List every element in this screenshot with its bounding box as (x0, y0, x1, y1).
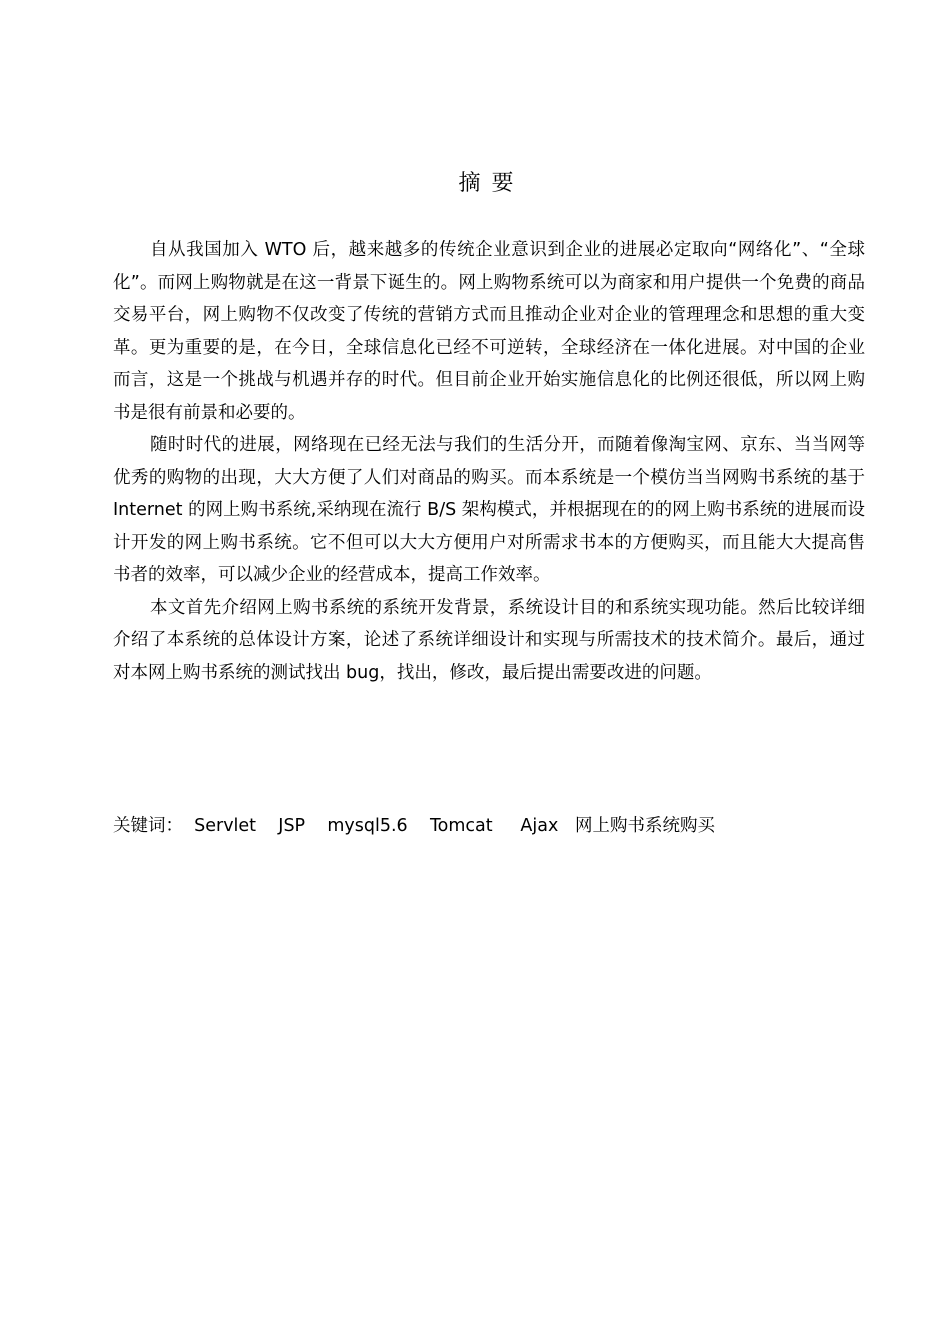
abstract-body (113, 234, 865, 689)
keywords-line: 关键词： Servlet JSP mysql5.6 Tomcat Ajax 网上购书系统购买 (113, 816, 716, 836)
abstract-paragraph-2: 随时时代的进展，网络现在已经无法与我们的生活分开，而随着像淘宝网、京东、当当网等优秀的购物的出现，大大方便了人们对商品的购买。而本系统是一个模仿当当网购书系统的基于 Internet 的网上购书系统,采纳现在流行 B/S 架构模式，并根据现在的的网上购书系统的进展而设计开发的网上购书系统。它不但可以大大方便用户对所需求书本的方便购买，而且能大大提高售书者的效率，可以减少企业的经营成本，提高工作效率。 (113, 435, 865, 585)
abstract-paragraph-3: 本文首先介绍网上购书系统的系统开发背景，系统设计目的和系统实现功能。然后比较详细介绍了本系统的总体设计方案，论述了系统详细设计和实现与所需技术的技术简介。最后，通过对本网上购书系统的测试找出 bug，找出，修改，最后提出需要改进的问题。 (113, 597, 865, 683)
abstract-title: 摘 要 (458, 171, 516, 196)
abstract-paragraph-1: 自从我国加入 WTO 后，越来越多的传统企业意识到企业的进展必定取向“网络化”、“全球化”。而网上购物就是在这一背景下诞生的。网上购物系统可以为商家和用户提供一个免费的商品交易平台，网上购物不仅改变了传统的营销方式而且推动企业对企业的管理理念和思想的重大变革。更为重要的是，在今日，全球信息化已经不可逆转，全球经济在一体化进展。对中国的企业而言，这是一个挑战与机遇并存的时代。但目前企业开始实施信息化的比例还很低，所以网上购书是很有前景和必要的。 (113, 240, 865, 423)
